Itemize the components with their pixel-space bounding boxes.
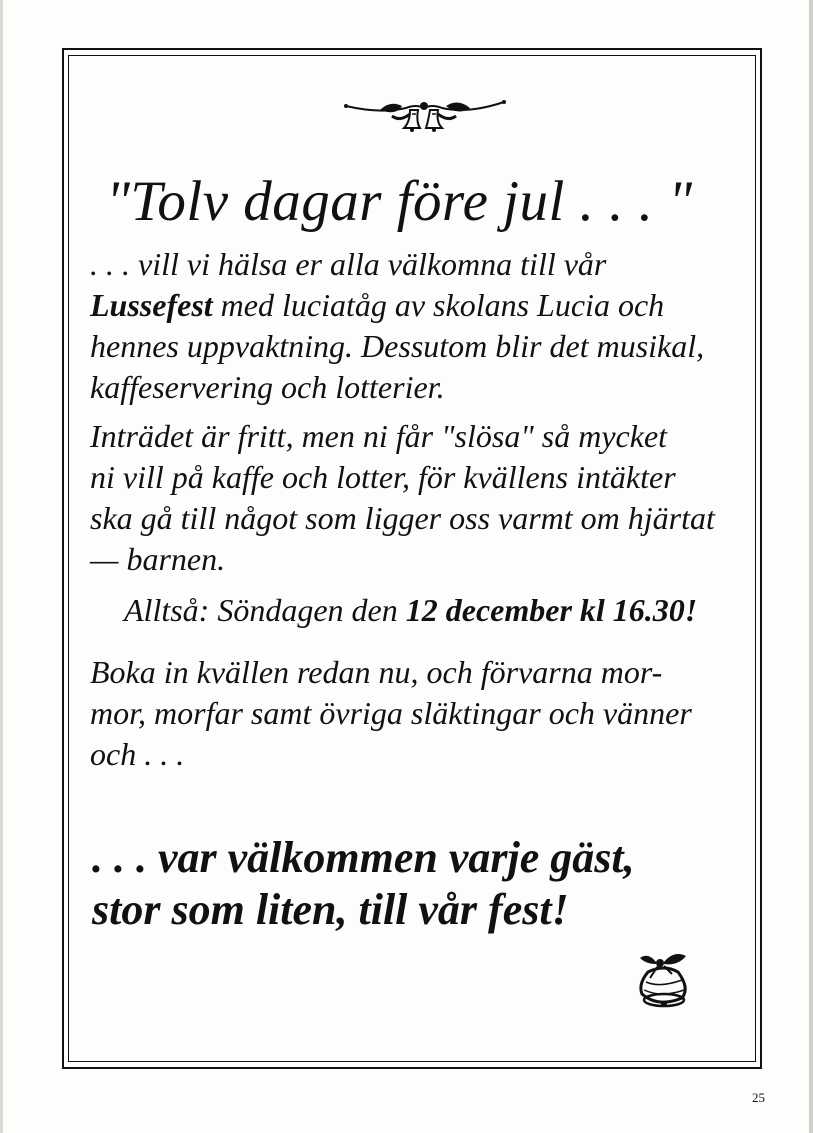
page-edge-shadow <box>809 0 813 1133</box>
page-number: 25 <box>752 1090 765 1105</box>
closing-line: stor som liten, till vår fest! <box>92 885 569 934</box>
paragraph-line: — barnen. <box>90 541 226 577</box>
paragraph-date <box>124 590 697 631</box>
bell-with-bow-icon <box>628 948 700 1012</box>
event-name: Lussefest <box>90 287 213 323</box>
date-prefix: Alltså: Söndagen den <box>124 592 406 628</box>
paragraph-admission <box>90 416 715 580</box>
event-date: 12 december kl 16.30! <box>405 592 698 628</box>
paragraph-line: . . . vill vi hälsa er alla välkomna till vår <box>90 246 607 282</box>
paragraph-line-rest: med luciatåg av skolans Lucia och <box>212 287 665 323</box>
paragraph-line: Boka in kvällen redan nu, och förvarna mor- <box>90 654 663 690</box>
closing-line: . . . var välkommen varje gäst, <box>92 833 635 882</box>
closing-greeting <box>92 832 635 936</box>
headline: "Tolv dagar före jul . . . " <box>106 170 693 233</box>
paragraph-line: hennes uppvaktning. Dessutom blir det musikal, <box>90 328 705 364</box>
bells-holly-icon <box>340 92 508 136</box>
page-edge <box>0 0 3 1133</box>
paragraph-line <box>90 285 704 326</box>
paragraph-line: mor, morfar samt övriga släktingar och vänner <box>90 695 692 731</box>
paragraph-booking <box>90 652 692 775</box>
paragraph-line: och . . . <box>90 736 185 772</box>
paragraph-invitation <box>90 244 704 408</box>
paragraph-line: ska gå till något som ligger oss varmt om hjärtat <box>90 500 715 536</box>
paragraph-line: Inträdet är fritt, men ni får "slösa" så mycket <box>90 418 668 454</box>
paragraph-line: kaffeservering och lotterier. <box>90 369 445 405</box>
paragraph-line: ni vill på kaffe och lotter, för kvällens intäkter <box>90 459 676 495</box>
